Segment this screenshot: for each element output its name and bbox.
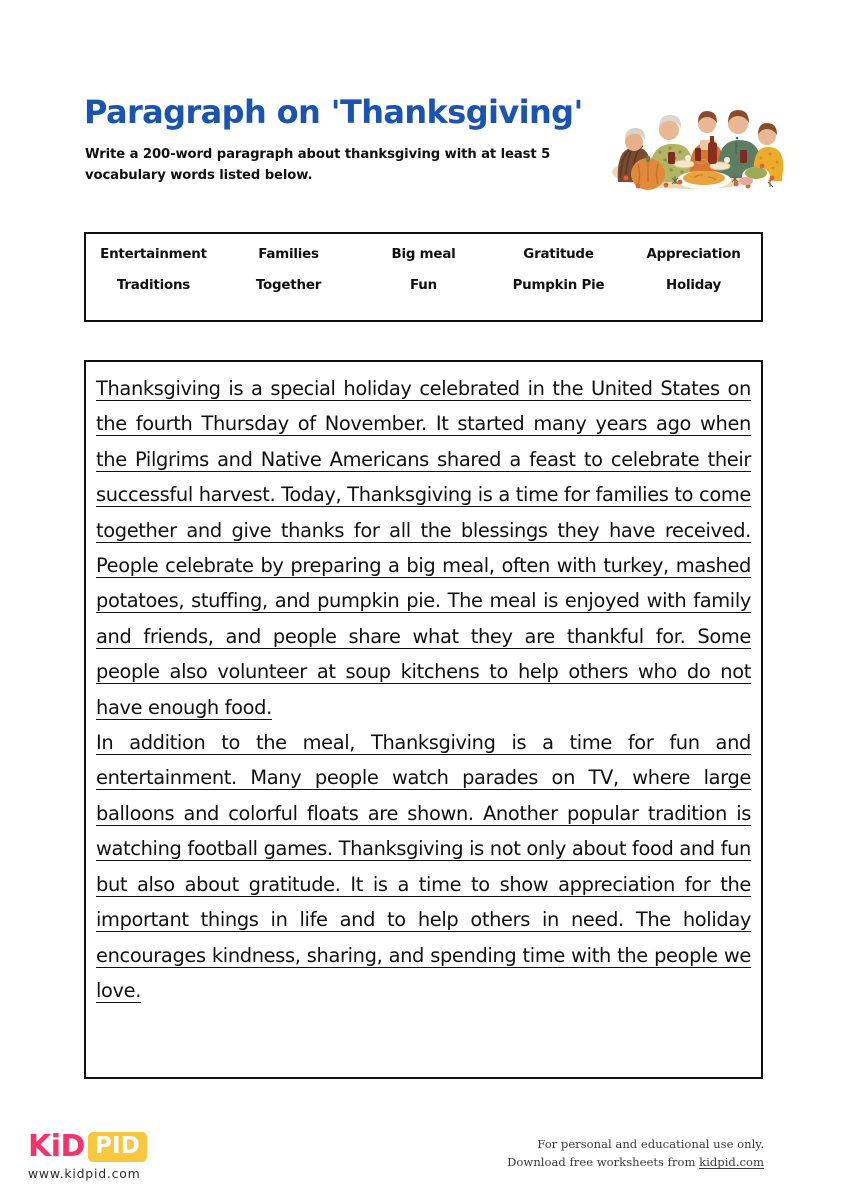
kidpid-logo-row	[28, 1130, 228, 1164]
vocabulary-grid	[86, 247, 761, 293]
vocab-word: Families	[258, 247, 319, 262]
footer-usage-notes	[507, 1135, 764, 1171]
vocab-word: Fun	[410, 278, 437, 293]
kidpid-logo[interactable]	[28, 1130, 228, 1181]
footer-note-line-2	[507, 1153, 764, 1171]
logo-pid-badge: PID	[88, 1132, 147, 1162]
kidpid-link[interactable]: kidpid.com	[699, 1155, 764, 1169]
page-footer	[0, 1118, 848, 1188]
vocab-word: Traditions	[116, 278, 191, 293]
page-title: Paragraph on 'Thanksgiving'	[84, 93, 583, 131]
vocab-word: Pumpkin Pie	[512, 278, 605, 293]
essay-paragraph-1: Thanksgiving is a special holiday celebrated in the United States on the fourth Thursday of November. It started many years ago when the Pilgrims and Native Americans shared a feast to celebrate their successful harvest. Today, Thanksgiving is a time for families to come together and give thanks for all the blessings they have received. People celebrate by preparing a big meal, often with turkey, mashed potatoes, stuffing, and pumpkin pie. The meal is enjoyed with family and friends, and people share what they are thankful for. Some people also volunteer at soup kitchens to help others who do not have enough food.	[96, 377, 751, 719]
logo-website-url: www.kidpid.com	[28, 1166, 141, 1181]
thanksgiving-family-dinner-icon	[596, 86, 784, 194]
instructions-text: Write a 200-word paragraph about thanksgiving with at least 5 vocabulary words listed below.	[85, 147, 551, 183]
vocab-word: Entertainment	[100, 247, 207, 262]
logo-kid-text: KiD	[28, 1129, 85, 1164]
essay-paragraph-2: In addition to the meal, Thanksgiving is a time for fun and entertainment. Many people watch parades on TV, where large balloons and colorful floats are shown. Another popular tradition is watching football games. Thanksgiving is not only about food and fun but also about gratitude. It is a time to show appreciation for the important things in life and to help others in need. The holiday encourages kindness, sharing, and spending time with the people we love.	[96, 731, 751, 1002]
vocab-word: Big meal	[391, 247, 456, 262]
footer-note-prefix: Download free worksheets from	[507, 1155, 700, 1169]
footer-note-line-1: For personal and educational use only.	[537, 1137, 764, 1151]
vocab-word: Holiday	[665, 278, 722, 293]
essay-answer-box[interactable]	[84, 360, 763, 1079]
vocab-word: Gratitude	[523, 247, 594, 262]
vocabulary-box	[84, 232, 763, 322]
vocab-word: Together	[255, 278, 322, 293]
vocab-word: Appreciation	[646, 247, 741, 262]
